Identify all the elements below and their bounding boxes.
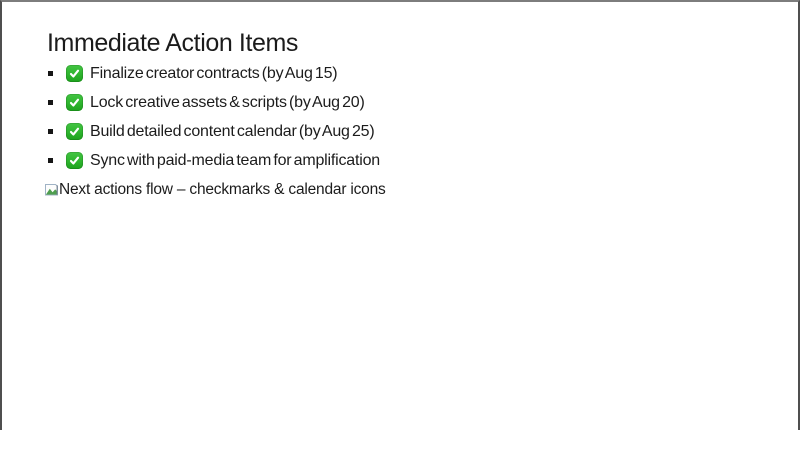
action-item-text: Lock creative assets & scripts (by Aug 20) — [90, 93, 365, 111]
check-mark-icon — [66, 123, 83, 140]
action-item-list — [48, 59, 380, 175]
list-item — [48, 146, 380, 175]
check-mark-icon — [66, 65, 83, 82]
check-mark-icon — [66, 152, 83, 169]
slide-title: Immediate Action Items — [47, 29, 299, 57]
action-item-text: Build detailed content calendar (by Aug 25) — [90, 122, 375, 140]
bullet-square-icon — [48, 71, 53, 76]
list-item — [48, 117, 380, 146]
bullet-square-icon — [48, 158, 53, 163]
image-caption-text: Next actions flow – checkmarks & calendar icons — [59, 181, 386, 198]
check-mark-icon — [66, 94, 83, 111]
list-item — [48, 88, 380, 117]
action-item-text: Finalize creator contracts (by Aug 15) — [90, 64, 338, 82]
bullet-square-icon — [48, 100, 53, 105]
bullet-square-icon — [48, 129, 53, 134]
action-item-text: Sync with paid-media team for amplification — [90, 151, 380, 169]
broken-image-icon — [45, 183, 59, 198]
list-item — [48, 59, 380, 88]
image-caption-row — [45, 181, 386, 199]
